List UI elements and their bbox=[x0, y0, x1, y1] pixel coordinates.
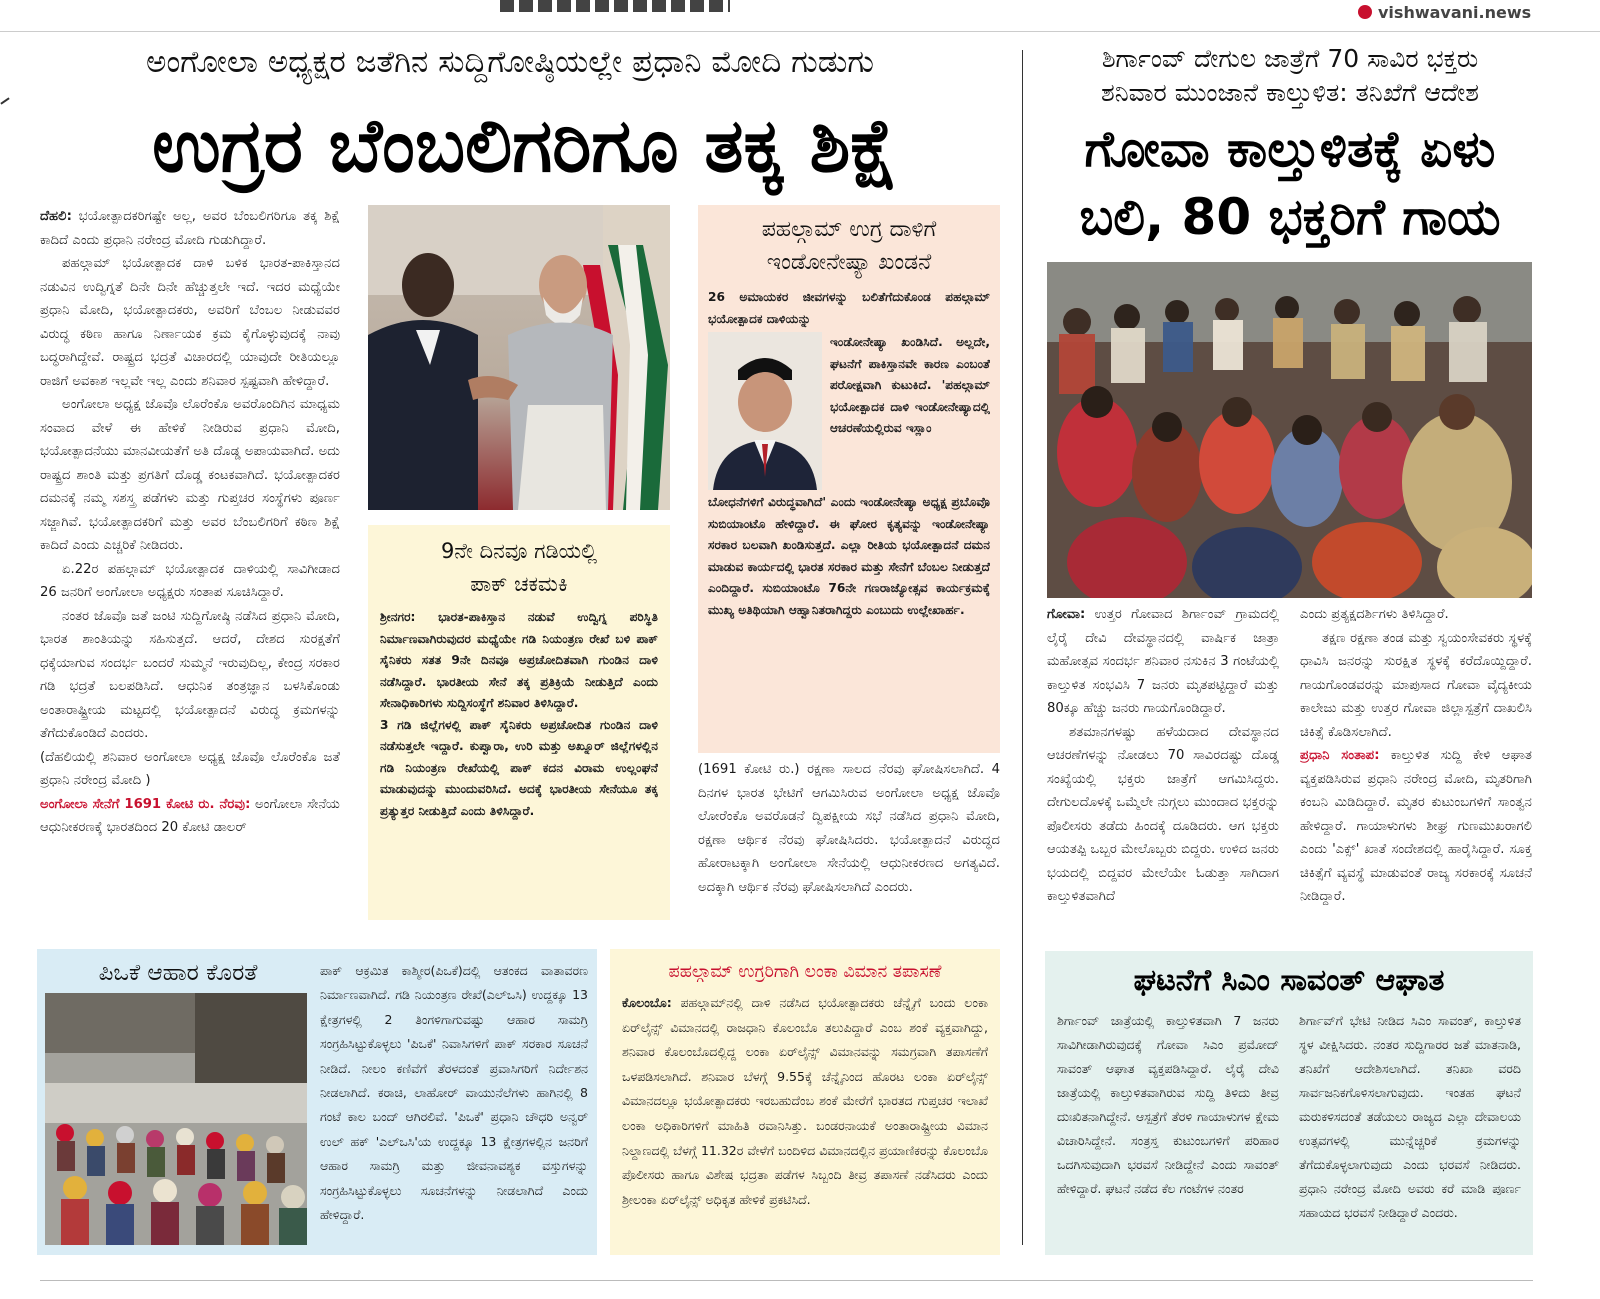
goa-pm-label: ಪ್ರಧಾನಿ ಸಂತಾಪ: bbox=[1300, 748, 1380, 763]
lead-para-2: ಪಹಲ್ಗಾಮ್ ಭಯೋತ್ಪಾದಕ ದಾಳಿ ಬಳಿಕ ಭಾರತ-ಪಾಕಿಸ್ತಾನದ ನಡುವಿನ ಉದ್ವಿಗ್ನತೆ ದಿನೇ ದಿನೇ ಹೆಚ್ಚುತ್ತಲೇ ಇದೆ. ಇದರ ಮಧ್ಯೆಯೇ ಪ್ರಧಾನಿ ಮೋದಿ, ಭಯೋತ್ಪಾದಕರು, ಅವರಿಗೆ ಬೆಂಬಲ ನೀಡುವವರ ವಿರುದ್ಧ ಕಠಿಣ ಹಾಗೂ ನಿರ್ಣಾಯಕ ಕ್ರಮ ಕೈಗೊಳ್ಳುವುದಕ್ಕೆ ನಾವು ಬದ್ಧರಾಗಿದ್ದೇವೆ. ರಾಷ್ಟ್ರದ ಭದ್ರತೆ ವಿಚಾರದಲ್ಲಿ ಯಾವುದೇ ರೀತಿಯಲ್ಲೂ ರಾಜಿಗೆ ಅವಕಾಶ ಇಲ್ಲವೇ ಇಲ್ಲ ಎಂದು ಶನಿವಾರ ಸ್ಪಷ್ಟವಾಗಿ ಹೇಳಿದ್ದಾರೆ. bbox=[40, 256, 340, 389]
goa-kicker-1: ಶಿರ್ಗಾಂವ್ ದೇಗುಲ ಜಾತ್ರೆಗೆ 70 ಸಾವಿರ ಭಕ್ತರು bbox=[1101, 44, 1479, 73]
crowd-illustration bbox=[1047, 262, 1532, 598]
box-lanka bbox=[610, 949, 1000, 1255]
box-pok-title: ಪಿಒಕೆ ಆಹಾರ ಕೊರತೆ bbox=[98, 960, 258, 986]
goa-col1-p1: ಉತ್ತರ ಗೋವಾದ ಶಿರ್ಗಾಂವ್ ಗ್ರಾಮದಲ್ಲಿ ಲೈರೈ ದೇವಿ ದೇವಸ್ಥಾನದಲ್ಲಿ ವಾರ್ಷಿಕ ಜಾತ್ರಾ ಮಹೋತ್ಸವ ಸಂದರ್ಭ ಶನಿವಾರ ನಸುಕಿನ 3 ಗಂಟೆಯಲ್ಲಿ ಕಾಲ್ತುಳಿತ ಸಂಭವಿಸಿ 7 ಜನರು ಮೃತಪಟ್ಟಿದ್ದಾರೆ ಮತ್ತು 80ಕ್ಕೂ ಹೆಚ್ಚು ಜನರು ಗಾಯಗೊಂಡಿದ್ದಾರೆ. bbox=[1047, 607, 1279, 716]
box-lanka-title: ಪಹಲ್ಗಾಮ್ ಉಗ್ರರಿಗಾಗಿ ಲಂಕಾ ವಿಮಾನ ತಪಾಸಣೆ bbox=[668, 962, 942, 982]
box-indonesia-title-2: ಇಂಡೋನೇಷ್ಯಾ ಖಂಡನೆ bbox=[766, 250, 932, 275]
box-sawant-col-2: ಶಿರ್ಗಾವ್‌ಗೆ ಭೇಟಿ ನೀಡಿದ ಸಿಎಂ ಸಾವಂತ್, ಕಾಲ್ತುಳಿತ ಸ್ಥಳ ವೀಕ್ಷಿಸಿದರು. ನಂತರ ಸುದ್ದಿಗಾರರ ಜತೆ ಮಾತನಾಡಿ, ತನಿಖೆಗೆ ಆದೇಶಿಸಲಾಗಿದೆ. ತನಿಖಾ ವರದಿ ಸಾರ್ವಜನಿಕಗೊಳಿಸಲಾಗುವುದು. ಇಂತಹ ಘಟನೆ ಮರುಕಳಿಸದಂತೆ ತಡೆಯಲು ರಾಜ್ಯದ ಎಲ್ಲಾ ದೇವಾಲಯ ಉತ್ಸವಗಳಲ್ಲಿ ಮುನ್ನೆಚ್ಚರಿಕೆ ಕ್ರಮಗಳನ್ನು ತೆಗೆದುಕೊಳ್ಳಲಾಗುವುದು ಎಂದು ಭರವಸೆ ನೀಡಿದರು. ಪ್ರಧಾನಿ ನರೇಂದ್ರ ಮೋದಿ ಅವರು ಕರೆ ಮಾಡಿ ಪೂರ್ಣ ಸಹಾಯದ ಭರವಸೆ ನೀಡಿದ್ದಾರೆ ಎಂದರು. bbox=[1299, 1013, 1521, 1220]
subianto-illustration bbox=[708, 332, 822, 490]
goa-headline-2: ಬಲಿ, 80 ಭಕ್ತರಿಗೆ ಗಾಯ bbox=[1079, 188, 1501, 246]
handshake-illustration bbox=[368, 205, 670, 510]
box-indonesia bbox=[698, 205, 1000, 753]
brand-icon bbox=[1358, 5, 1372, 19]
brand-name: vishwavani.news bbox=[1378, 2, 1532, 22]
bottom-rule bbox=[40, 1280, 1533, 1281]
box-9th-day-dateline: ಶ್ರೀನಗರ: bbox=[380, 610, 416, 624]
masthead-fragment bbox=[500, 0, 730, 12]
lead-para-5: ನಂತರ ಜೊವೊ ಜತೆ ಜಂಟಿ ಸುದ್ದಿಗೋಷ್ಠಿ ನಡೆಸಿದ ಪ್ರಧಾನಿ ಮೋದಿ, ಭಾರತ ಶಾಂತಿಯನ್ನು ಸಹಿಸುತ್ತದೆ. ಆದರೆ, ದೇಶದ ಸುರಕ್ಷತೆಗೆ ಧಕ್ಕೆಯಾಗುವ ಸಂದರ್ಭ ಬಂದರೆ ಸುಮ್ಮನೆ ಇರುವುದಿಲ್ಲ, ಕೇಂದ್ರ ಸರಕಾರ ಗಡಿ ಭದ್ರತೆ ಬಲಪಡಿಸಿದೆ. ಆಧುನಿಕ ತಂತ್ರಜ್ಞಾನ ಬಳಸಿಕೊಂಡು ಅಂತಾರಾಷ್ಟ್ರೀಯ ಮಟ್ಟದಲ್ಲಿ ಭಯೋತ್ಪಾದನೆ ವಿರುದ್ಧ ಕ್ರಮಗಳನ್ನು ತೆಗೆದುಕೊಂಡಿದೆ ಎಂದರು. bbox=[40, 608, 340, 741]
goa-crowd-photo bbox=[1047, 262, 1532, 598]
lead-para-3: ಅಂಗೋಲಾ ಅಧ್ಯಕ್ಷ ಜೊವೊ ಲೊರೆಂಕೊ ಅವರೊಂದಿಗಿನ ಮಾಧ್ಯಮ ಸಂವಾದ ವೇಳೆ ಈ ಹೇಳಿಕೆ ನೀಡಿರುವ ಪ್ರಧಾನಿ ಮೋದಿ, ಭಯೋತ್ಪಾದನೆಯು ಮಾನವೀಯತೆಗೆ ಅತಿ ದೊಡ್ಡ ಅಪಾಯವಾಗಿದೆ. ಅದು ರಾಷ್ಟ್ರದ ಶಾಂತಿ ಮತ್ತು ಪ್ರಗತಿಗೆ ದೊಡ್ಡ ಕಂಟಕವಾಗಿದೆ. ಭಯೋತ್ಪಾದಕರ ದಮನಕ್ಕೆ ನಮ್ಮ ಸಶಸ್ತ್ರ ಪಡೆಗಳು ಮತ್ತು ಗುಪ್ತಚರ ಸಂಸ್ಥೆಗಳು ಪೂರ್ಣ ಸಜ್ಜಾಗಿವೆ. ಭಯೋತ್ಪಾದಕರಿಗೆ ಮತ್ತು ಅವರ ಬೆಂಬಲಿಗರಿಗೆ ಕಠಿಣ ಶಿಕ್ಷೆ ಕಾದಿದೆ ಎಂದು ಎಚ್ಚರಿಕೆ ನೀಡಿದರು. bbox=[40, 397, 340, 553]
box-9th-day-title-2: ಪಾಕ್ ಚಕಮಕಿ bbox=[470, 572, 568, 596]
box-9th-day-p2: 3 ಗಡಿ ಜಿಲ್ಲೆಗಳಲ್ಲಿ ಪಾಕ್ ಸೈನಿಕರು ಅಪ್ರಚೋದಿತ ಗುಂಡಿನ ದಾಳಿ ನಡೆಸುತ್ತಲೇ ಇದ್ದಾರೆ. ಕುಪ್ವಾರಾ, ಉರಿ ಮತ್ತು ಅಖ್ನೂರ್ ಜಿಲ್ಲೆಗಳಲ್ಲಿನ ಗಡಿ ನಿಯಂತ್ರಣ ರೇಖೆಯಲ್ಲಿ ಪಾಕ್ ಕದನ ವಿರಾಮ ಉಲ್ಲಂಘನೆ ಮಾಡುವುದನ್ನು ಮುಂದುವರಿಸಿದೆ. ಅದಕ್ಕೆ ಭಾರತೀಯ ಸೇನೆಯೂ ತಕ್ಕ ಪ್ರತ್ಯುತ್ತರ ನೀಡುತ್ತಿದೆ ಎಂದು ತಿಳಿಸಿದ್ದಾರೆ. bbox=[380, 717, 658, 818]
box-indonesia-rest: ಬೋಧನೆಗಳಿಗೆ ವಿರುದ್ಧವಾಗಿದೆ' ಎಂದು ಇಂಡೋನೇಷ್ಯಾ ಅಧ್ಯಕ್ಷ ಪ್ರಬೊವೊ ಸುಬಿಯಾಂಟೊ ಹೇಳಿದ್ದಾರೆ. ಈ ಘೋರ ಕೃತ್ಯವನ್ನು ಇಂಡೋನೇಷ್ಯಾ ಸರಕಾರ ಬಲವಾಗಿ ಖಂಡಿಸುತ್ತದೆ. ಎಲ್ಲಾ ರೀತಿಯ ಭಯೋತ್ಪಾದನೆ ದಮನ ಮಾಡುವ ಕಾರ್ಯದಲ್ಲಿ ಭಾರತ ಸರಕಾರ ಮತ್ತು ಸೇನೆಗೆ ಬೆಂಬಲ ನೀಡುತ್ತದೆ ಎಂದಿದ್ದಾರೆ. ಸುಬಿಯಾಂಟೊ 76ನೇ ಗಣರಾಜ್ಯೋತ್ಸವ ಕಾರ್ಯಕ್ರಮಕ್ಕೆ ಮುಖ್ಯ ಅತಿಥಿಯಾಗಿ ಆಹ್ವಾನಿತರಾಗಿದ್ದರು ಎಂಬುದು ಉಲ್ಲೇಖಾರ್ಹ. bbox=[708, 495, 990, 617]
box-9th-day-title-1: 9ನೇ ದಿನವೂ ಗಡಿಯಲ್ಲಿ bbox=[440, 539, 598, 563]
lead-continued: (1691 ಕೋಟಿ ರು.) ರಕ್ಷಣಾ ಸಾಲದ ನೆರವು ಘೋಷಿಸಲಾಗಿದೆ. 4 ದಿನಗಳ ಭಾರತ ಭೇಟಿಗೆ ಆಗಮಿಸಿರುವ ಅಂಗೋಲಾ ಅಧ್ಯಕ್ಷ ಜೊವೊ ಲೋರೆಂಕೊ ಅವರೊಡನೆ ದ್ವಿಪಕ್ಷೀಯ ಸಭೆ ನಡೆಸಿದ ಪ್ರಧಾನಿ ಮೋದಿ, ರಕ್ಷಣಾ ಆರ್ಥಿಕ ನೆರವು ಘೋಷಿಸಿದರು. ಭಯೋತ್ಪಾದನೆ ವಿರುದ್ಧದ ಹೋರಾಟಕ್ಕಾಗಿ ಅಂಗೋಲಾ ಸೇನೆಯಲ್ಲಿ ಆಧುನೀಕರಣದ ಅಗತ್ಯವಿದೆ. ಅದಕ್ಕಾಗಿ ಆರ್ಥಿಕ ನೆರವು ಘೋಷಿಸಲಾಗಿದೆ ಎಂದರು. bbox=[698, 762, 1000, 895]
lead-kicker: ಅಂಗೋಲಾ ಅಧ್ಯಕ್ಷರ ಜತೆಗಿನ ಸುದ್ದಿಗೋಷ್ಠಿಯಲ್ಲೇ ಪ್ರಧಾನಿ ಮೋದಿ ಗುಡುಗು bbox=[146, 44, 874, 80]
lead-para-1: ಭಯೋತ್ಪಾದಕರಿಗಷ್ಟೇ ಅಲ್ಲ, ಅವರ ಬೆಂಬಲಿಗರಿಗೂ ತಕ್ಕ ಶಿಕ್ಷೆ ಕಾದಿದೆ ಎಂದು ಪ್ರಧಾನಿ ನರೇಂದ್ರ ಮೋದಿ ಗುಡುಗಿದ್ದಾರೆ. bbox=[40, 209, 340, 248]
lead-subtext: ಅಂಗೋಲಾ ಸೇನೆಯ ಆಧುನೀಕರಣಕ್ಕೆ ಭಾರತದಿಂದ 20 ಕೋಟಿ ಡಾಲರ್ bbox=[40, 796, 340, 835]
box-indonesia-title-1: ಪಹಲ್ಗಾಮ್ ಉಗ್ರ ದಾಳಿಗೆ bbox=[761, 217, 937, 242]
box-sawant-title: ಘಟನೆಗೆ ಸಿಎಂ ಸಾವಂತ್ ಆಘಾತ bbox=[1133, 963, 1445, 998]
lead-body bbox=[40, 205, 340, 915]
goa-col2-p2: ತಕ್ಷಣ ರಕ್ಷಣಾ ತಂಡ ಮತ್ತು ಸ್ವಯಂಸೇವಕರು ಸ್ಥಳಕ್ಕೆ ಧಾವಿಸಿ ಜನರನ್ನು ಸುರಕ್ಷಿತ ಸ್ಥಳಕ್ಕೆ ಕರೆದೊಯ್ದಿದ್ದಾರೆ. ಗಾಯಗೊಂಡವರನ್ನು ಮಾಪುಸಾದ ಗೋವಾ ವೈದ್ಯಕೀಯ ಕಾಲೇಜು ಮತ್ತು ಉತ್ತರ ಗೋವಾ ಜಿಲ್ಲಾಸ್ಪತ್ರೆಗೆ ದಾಖಲಿಸಿ ಚಿಕಿತ್ಸೆ ಕೊಡಿಸಲಾಗಿದೆ. bbox=[1300, 630, 1532, 740]
queue-illustration bbox=[45, 993, 307, 1245]
goa-col-1 bbox=[1047, 603, 1279, 923]
column-rule bbox=[1022, 50, 1023, 1245]
lead-subhead: ಅಂಗೋಲಾ ಸೇನೆಗೆ 1691 ಕೋಟಿ ರು. ನೆರವು: bbox=[40, 796, 251, 812]
box-pok-text: ಪಾಕ್ ಆಕ್ರಮಿತ ಕಾಶ್ಮೀರ(ಪಿಒಕೆ)ದಲ್ಲಿ ಆತಂಕದ ವಾತಾವರಣ ನಿರ್ಮಾಣವಾಗಿದೆ. ಗಡಿ ನಿಯಂತ್ರಣ ರೇಖೆ(ಎಲ್‌ಒಸಿ) ಉದ್ದಕ್ಕೂ 13 ಕ್ಷೇತ್ರಗಳಲ್ಲಿ 2 ತಿಂಗಳಿಗಾಗುವಷ್ಟು ಆಹಾರ ಸಾಮಗ್ರಿ ಸಂಗ್ರಹಿಸಿಟ್ಟುಕೊಳ್ಳಲು 'ಪಿಒಕೆ' ನಿವಾಸಿಗಳಿಗೆ ಪಾಕ್ ಸರಕಾರ ಸೂಚನೆ ನೀಡಿದೆ. ನೀಲಂ ಕಣಿವೆಗೆ ತೆರಳದಂತೆ ಪ್ರವಾಸಿಗರಿಗೆ ನಿರ್ದೇಶನ ನೀಡಲಾಗಿದೆ. ಕರಾಚಿ, ಲಾಹೋರ್ ವಾಯುನೆಲೆಗಳು ಹಾಗಿನಲ್ಲಿ 8 ಗಂಟೆ ಕಾಲ ಬಂದ್ ಆಗಿರಲಿವೆ. 'ಪಿಒಕೆ' ಪ್ರಧಾನಿ ಚೌಧರಿ ಅನ್ವರ್ ಉಲ್ ಹಕ್ 'ಎಲ್‌ಒಸಿ'ಯ ಉದ್ದಕ್ಕೂ 13 ಕ್ಷೇತ್ರಗಳಲ್ಲಿನ ಜನರಿಗೆ ಆಹಾರ ಸಾಮಗ್ರಿ ಮತ್ತು ಜೀವನಾವಶ್ಯಕ ವಸ್ತುಗಳನ್ನು ಸಂಗ್ರಹಿಸಿಟ್ಟುಕೊಳ್ಳಲು ಸೂಚನೆಗಳನ್ನು ನೀಡಲಾಗಿದೆ ಎಂದು ಹೇಳಿದ್ದಾರೆ. bbox=[320, 963, 588, 1223]
goa-kicker-2: ಶನಿವಾರ ಮುಂಜಾನೆ ಕಾಲ್ತುಳಿತ: ತನಿಖೆಗೆ ಆದೇಶ bbox=[1101, 78, 1479, 107]
subianto-photo bbox=[708, 332, 822, 490]
handshake-photo bbox=[368, 205, 670, 510]
goa-col2-p1: ಎಂದು ಪ್ರತ್ಯಕ್ಷದರ್ಶಿಗಳು ತಿಳಿಸಿದ್ದಾರೆ. bbox=[1300, 607, 1449, 622]
pok-queue-photo bbox=[45, 993, 307, 1245]
lead-para-4: ಏ.22ರ ಪಹಲ್ಗಾಮ್ ಭಯೋತ್ಪಾದಕ ದಾಳಿಯಲ್ಲಿ ಸಾವಿಗೀಡಾದ 26 ಜನರಿಗೆ ಅಂಗೋಲಾ ಅಧ್ಯಕ್ಷರು ಸಂತಾಪ ಸೂಚಿಸಿದ್ದಾರೆ. bbox=[40, 561, 340, 600]
box-lanka-text: ಪಹಲ್ಗಾಮ್‌ನಲ್ಲಿ ದಾಳಿ ನಡೆಸಿದ ಭಯೋತ್ಪಾದಕರು ಚೆನ್ನೈಗೆ ಬಂದು ಲಂಕಾ ಏರ್‌ಲೈನ್ಸ್ ವಿಮಾನದಲ್ಲಿ ರಾಜಧಾನಿ ಕೊಲಂಬೊ ತಲುಪಿದ್ದಾರೆ ಎಂಬ ಶಂಕೆ ವ್ಯಕ್ತವಾಗಿದ್ದು, ಶನಿವಾರ ಕೊಲಂಬೊದಲ್ಲಿದ್ದ ಲಂಕಾ ಏರ್‌ಲೈನ್ಸ್ ವಿಮಾನವನ್ನು ಸಮಗ್ರವಾಗಿ ತಪಾಸಣೆಗೆ ಒಳಪಡಿಸಲಾಗಿದೆ. ಶನಿವಾರ ಬೆಳಗ್ಗೆ 9.55ಕ್ಕೆ ಚೆನ್ನೈನಿಂದ ಹೊರಟ ಲಂಕಾ ಏರ್‌ಲೈನ್ಸ್ ವಿಮಾನದಲ್ಲೂ ಭಯೋತ್ಪಾದಕರು ಇರಬಹುದೆಂಬ ಶಂಕೆ ಮೇರೆಗೆ ಭಾರತದ ಗುಪ್ತಚರ ಇಲಾಖೆ ಲಂಕಾ ಅಧಿಕಾರಿಗಳಿಗೆ ಮಾಹಿತಿ ರವಾನಿಸಿತ್ತು. ಬಂಡರನಾಯಕೆ ಅಂತಾರಾಷ್ಟ್ರೀಯ ವಿಮಾನ ನಿಲ್ದಾಣದಲ್ಲಿ ಬೆಳಗ್ಗೆ 11.32ರ ವೇಳೆಗೆ ಬಂದಿಳಿದ ವಿಮಾನದಲ್ಲಿನ ಪ್ರಯಾಣಿಕರನ್ನು ಕೊಲಂಬೊ ಪೊಲೀಸರು ಹಾಗೂ ವಿಶೇಷ ಭದ್ರತಾ ಪಡೆಗಳ ಸಿಬ್ಬಂದಿ ತೀವ್ರ ತಪಾಸಣೆ ನಡೆಸಿದರು ಎಂದು ಶ್ರೀಲಂಕಾ ಏರ್‌ಲೈನ್ಸ್ ಅಧಿಕೃತ ಹೇಳಿಕೆ ಪ್ರಕಟಿಸಿದೆ. bbox=[622, 995, 988, 1207]
box-indonesia-beside: ಇಂಡೋನೇಷ್ಯಾ ಖಂಡಿಸಿದೆ. ಅಲ್ಲದೇ, ಘಟನೆಗೆ ಪಾಕಿಸ್ತಾನವೇ ಕಾರಣ ಎಂಬಂತೆ ಪರೋಕ್ಷವಾಗಿ ಕುಟುಕಿದೆ. 'ಪಹಲ್ಗಾಮ್ ಭಯೋತ್ಪಾದಕ ದಾಳಿ ಇಂಡೋನೇಷ್ಯಾದಲ್ಲಿ ಆಚರಣೆಯಲ್ಲಿರುವ ಇಸ್ಲಾಂ bbox=[830, 335, 990, 435]
goa-headline-1: ಗೋವಾ ಕಾಲ್ತುಳಿತಕ್ಕೆ ಏಳು bbox=[1084, 120, 1496, 178]
brand-block[interactable] bbox=[1358, 1, 1531, 23]
lead-headline: ಉಗ್ರರ ಬೆಂಬಲಿಗರಿಗೂ ತಕ್ಕ ಶಿಕ್ಷೆ bbox=[152, 103, 898, 189]
lead-photo-caption: (ದೆಹಲಿಯಲ್ಲಿ ಶನಿವಾರ ಅಂಗೋಲಾ ಅಧ್ಯಕ್ಷ ಜೊವೊ ಲೊರೆಂಕೊ ಜತೆ ಪ್ರಧಾನಿ ನರೇಂದ್ರ ಮೋದಿ ) bbox=[40, 749, 340, 788]
box-pok bbox=[37, 949, 597, 1255]
left-edge-tick bbox=[0, 97, 9, 104]
box-sawant-col-1: ಶಿರ್ಗಾಂವ್ ಜಾತ್ರೆಯಲ್ಲಿ ಕಾಲ್ತುಳಿತವಾಗಿ 7 ಜನರು ಸಾವಿಗೀಡಾಗಿರುವುದಕ್ಕೆ ಗೋವಾ ಸಿಎಂ ಪ್ರಮೋದ್ ಸಾವಂತ್ ಆಘಾತ ವ್ಯಕ್ತಪಡಿಸಿದ್ದಾರೆ. ಲೈರೈ ದೇವಿ ಜಾತ್ರೆಯಲ್ಲಿ ಕಾಲ್ತುಳಿತವಾಗಿರುವ ಸುದ್ದಿ ತಿಳಿದು ತೀವ್ರ ದುಃಖಿತನಾಗಿದ್ದೇನೆ. ಆಸ್ಪತ್ರೆಗೆ ತೆರಳಿ ಗಾಯಾಳುಗಳ ಕ್ಷೇಮ ವಿಚಾರಿಸಿದ್ದೇನೆ. ಸಂತ್ರಸ್ತ ಕುಟುಂಬಗಳಿಗೆ ಪರಿಹಾರ ಒದಗಿಸುವುದಾಗಿ ಭರವಸೆ ನೀಡಿದ್ದೇನೆ ಎಂದು ಸಾವಂತ್ ಹೇಳಿದ್ದಾರೆ. ಘಟನೆ ನಡೆದ ಕೆಲ ಗಂಟೆಗಳ ನಂತರ bbox=[1057, 1013, 1279, 1196]
lead-dateline: ದೆಹಲಿ: bbox=[40, 209, 72, 224]
box-sawant bbox=[1045, 951, 1533, 1255]
box-9th-day-p1: ಭಾರತ-ಪಾಕಿಸ್ತಾನ ನಡುವೆ ಉದ್ವಿಗ್ನ ಪರಿಸ್ಥಿತಿ ನಿರ್ಮಾಣವಾಗಿರುವುದರ ಮಧ್ಯೆಯೇ ಗಡಿ ನಿಯಂತ್ರಣ ರೇಖೆ ಬಳಿ ಪಾಕ್ ಸೈನಿಕರು ಸತತ 9ನೇ ದಿನವೂ ಅಪ್ರಚೋದಿತವಾಗಿ ಗುಂಡಿನ ದಾಳಿ ನಡೆಸಿದ್ದಾರೆ. ಭಾರತೀಯ ಸೇನೆ ತಕ್ಕ ಪ್ರತಿಕ್ರಿಯೆ ನೀಡುತ್ತಿದೆ ಎಂದು ಸೇನಾಧಿಕಾರಿಗಳು ಸುದ್ದಿಸಂಸ್ಥೆಗೆ ಶನಿವಾರ ತಿಳಿಸಿದ್ದಾರೆ. bbox=[380, 610, 658, 710]
box-9th-day bbox=[368, 525, 670, 920]
goa-col-2 bbox=[1300, 603, 1532, 923]
box-indonesia-intro: 26 ಅಮಾಯಕರ ಜೀವಗಳನ್ನು ಬಲಿತೆಗೆದುಕೊಂಡ ಪಹಲ್ಗಾಮ್ ಭಯೋತ್ಪಾದಕ ದಾಳಿಯನ್ನು bbox=[708, 290, 990, 326]
goa-col1-p2: ಶತಮಾನಗಳಷ್ಟು ಹಳೆಯದಾದ ದೇವಸ್ಥಾನದ ಆಚರಣೆಗಳನ್ನು ನೋಡಲು 70 ಸಾವಿರದಷ್ಟು ದೊಡ್ಡ ಸಂಖ್ಯೆಯಲ್ಲಿ ಭಕ್ತರು ಜಾತ್ರೆಗೆ ಆಗಮಿಸಿದ್ದರು. ದೇಗುಲದೊಳಕ್ಕೆ ಒಮ್ಮೆಲೇ ನುಗ್ಗಲು ಮುಂದಾದ ಭಕ್ತರನ್ನು ಪೊಲೀಸರು ತಡೆದು ಹಿಂದಕ್ಕೆ ದೂಡಿದರು. ಆಗ ಭಕ್ತರು ಆಯತಪ್ಪಿ ಒಬ್ಬರ ಮೇಲೊಬ್ಬರು ಬಿದ್ದರು. ಉಳಿದ ಜನರು ಭಯದಲ್ಲಿ ಬಿದ್ದವರ ಮೇಲೆಯೇ ಓಡುತ್ತಾ ಸಾಗಿದಾಗ ಕಾಲ್ತುಳಿತವಾಗಿದೆ bbox=[1047, 724, 1279, 904]
box-lanka-dateline: ಕೊಲಂಬೊ: bbox=[622, 995, 672, 1010]
goa-dateline: ಗೋವಾ: bbox=[1047, 607, 1086, 622]
goa-pm-text: ಕಾಲ್ತುಳಿತ ಸುದ್ದಿ ಕೇಳಿ ಆಘಾತ ವ್ಯಕ್ತಪಡಿಸಿರುವ ಪ್ರಧಾನಿ ನರೇಂದ್ರ ಮೋದಿ, ಮೃತರಿಗಾಗಿ ಕಂಬನಿ ಮಿಡಿದಿದ್ದಾರೆ. ಮೃತರ ಕುಟುಂಬಗಳಿಗೆ ಸಾಂತ್ವನ ಹೇಳಿದ್ದಾರೆ. ಗಾಯಾಳುಗಳು ಶೀಘ್ರ ಗುಣಮುಖರಾಗಲಿ ಎಂದು 'ಎಕ್ಸ್' ಖಾತೆ ಸಂದೇಶದಲ್ಲಿ ಹಾರೈಸಿದ್ದಾರೆ. ಸೂಕ್ತ ಚಿಕಿತ್ಸೆಗೆ ವ್ಯವಸ್ಥೆ ಮಾಡುವಂತೆ ರಾಜ್ಯ ಸರಕಾರಕ್ಕೆ ಸೂಚನೆ ನೀಡಿದ್ದಾರೆ. bbox=[1300, 748, 1532, 904]
